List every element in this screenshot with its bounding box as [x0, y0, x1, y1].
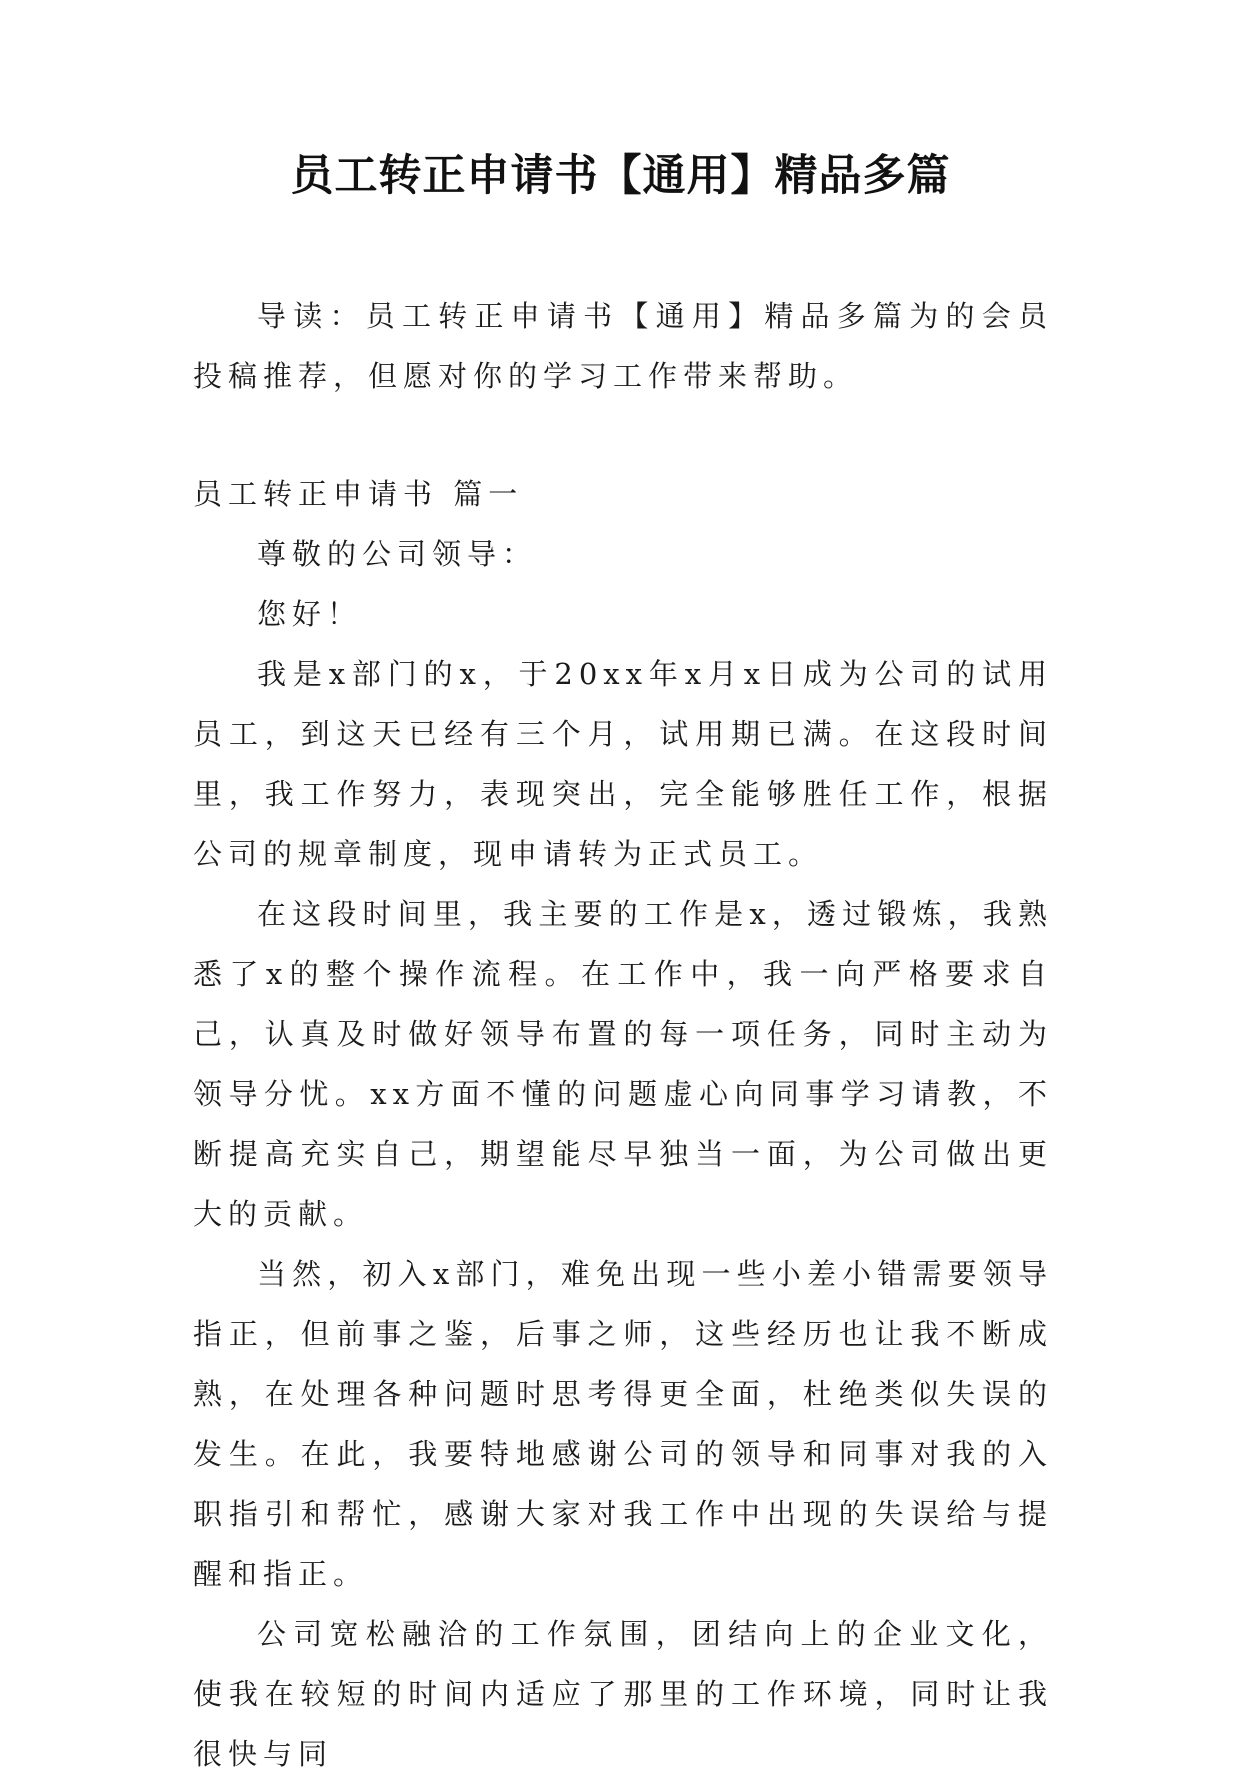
body-paragraph: 在这段时间里，我主要的工作是x，透过锻炼，我熟悉了x的整个操作流程。在工作中，我一向严格要求自己，认真及时做好领导布置的每一项任务，同时主动为领导分忧。xx方面不懂的问题虚心向同事学习请教，不断提高充实自己，期望能尽早独当一面，为公司做出更大的贡献。 — [193, 897, 1053, 1231]
document-body — [193, 286, 1053, 1784]
body-paragraph: 我是x部门的x，于20xx年x月x日成为公司的试用员工，到这天已经有三个月，试用期已满。在这段时间里，我工作努力，表现突出，完全能够胜任工作，根据公司的规章制度，现申请转为正式员工。 — [193, 657, 1053, 871]
section-heading: 员工转正申请书 篇一 — [193, 477, 524, 511]
document-title: 员工转正申请书【通用】精品多篇 — [290, 151, 951, 201]
body-paragraph: 公司宽松融洽的工作氛围，团结向上的企业文化，使我在较短的时间内适应了那里的工作环境，同时让我很快与同 — [193, 1617, 1053, 1771]
intro-paragraph: 导读：员工转正申请书【通用】精品多篇为的会员投稿推荐，但愿对你的学习工作带来帮助。 — [193, 299, 1053, 393]
salutation: 尊敬的公司领导： — [257, 537, 538, 571]
greeting: 您好！ — [257, 597, 363, 631]
body-paragraph: 当然，初入x部门，难免出现一些小差小错需要领导指正，但前事之鉴，后事之师，这些经历也让我不断成熟，在处理各种问题时思考得更全面，杜绝类似失误的发生。在此，我要特地感谢公司的领导和同事对我的入职指引和帮忙，感谢大家对我工作中出现的失误给与提醒和指正。 — [193, 1257, 1053, 1591]
